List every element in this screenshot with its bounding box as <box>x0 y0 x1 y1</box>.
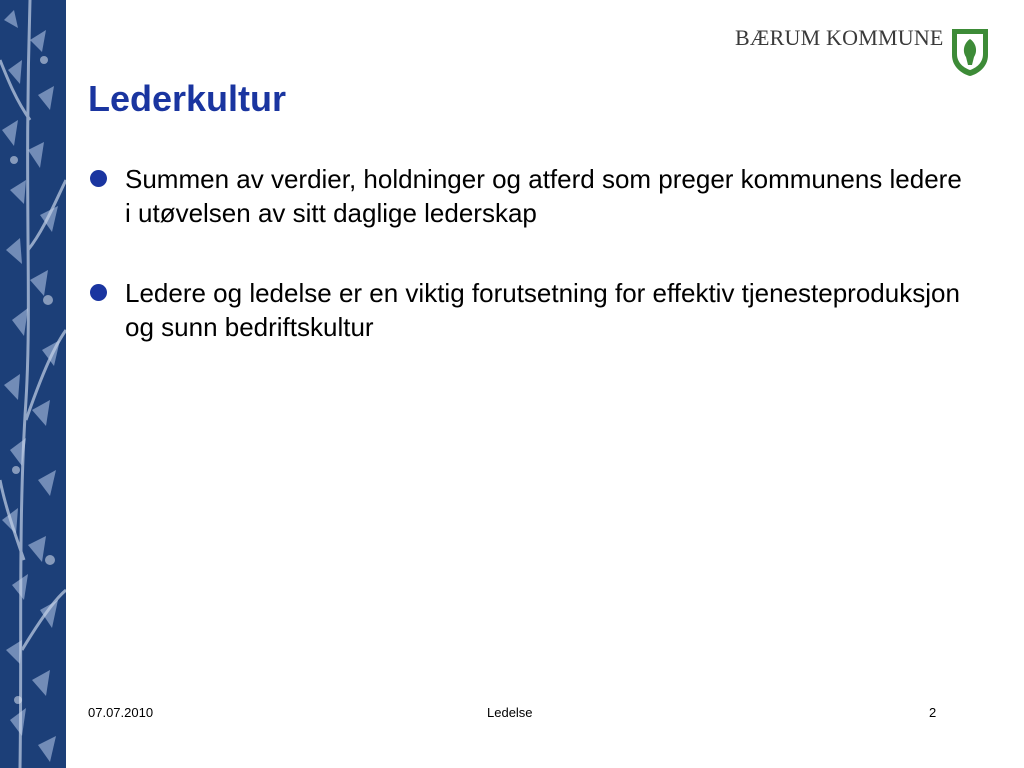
logo-text: BÆRUM KOMMUNE <box>735 25 944 50</box>
page-number: 2 <box>929 705 937 720</box>
company-logo <box>735 25 990 79</box>
bullet-list <box>88 162 968 390</box>
shield-icon <box>950 27 990 77</box>
footer-title: Ledelse <box>487 705 533 720</box>
tree-pattern-image <box>0 0 66 768</box>
bullet-item <box>88 276 968 344</box>
bullet-item <box>88 162 968 230</box>
bullet-dot-icon <box>90 170 107 187</box>
decorative-tree-band <box>0 0 66 768</box>
bullet-text: Summen av verdier, holdninger og atferd som preger kommunens ledere i utøvelsen av sitt daglige lederskap <box>125 164 962 228</box>
bullet-dot-icon <box>90 284 107 301</box>
slide-title: Lederkultur <box>88 78 287 119</box>
footer-date: 07.07.2010 <box>88 705 154 720</box>
bullet-text: Ledere og ledelse er en viktig forutsetning for effektiv tjenesteproduksjon og sunn bedriftskultur <box>125 278 960 342</box>
